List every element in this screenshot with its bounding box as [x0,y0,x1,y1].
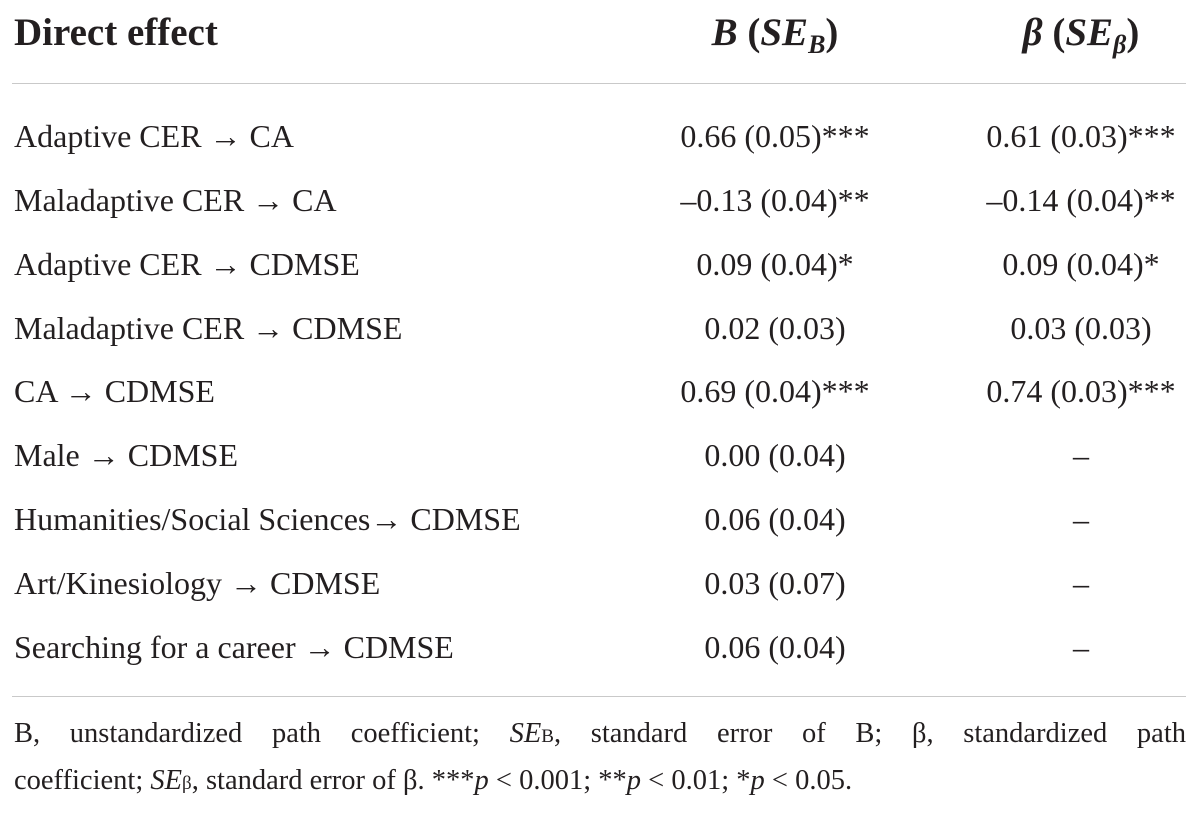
row-effect-label: Maladaptive CER → CA [14,182,337,218]
footnote-text: < 0.001; ** [488,765,627,796]
row-effect-label: Adaptive CER → CA [14,118,294,154]
header-b-symbol: B [711,11,738,54]
row-b-value: –0.13 (0.04)** [680,182,870,218]
footnote-text: < 0.05. [764,765,853,796]
footnote-se-label: SE [509,718,542,749]
header-b-se-label: SE [760,11,809,54]
table-row [0,104,1200,168]
row-b-value: 0.02 (0.03) [704,310,846,346]
row-beta-value: –0.14 (0.04)** [986,182,1176,218]
table-row [0,487,1200,551]
table-footnote [14,712,1186,806]
footnote-text: , standard error of β. *** [191,765,475,796]
footnote-line-2 [14,759,1186,806]
header-beta-symbol: β [1022,11,1043,54]
table-row [0,615,1200,679]
row-b-value: 0.69 (0.04)*** [680,373,870,409]
row-effect-label: Maladaptive CER → CDMSE [14,310,403,346]
table-row [0,232,1200,296]
row-beta-value: – [1073,501,1089,537]
footnote-se-label: SE [150,765,183,796]
row-beta-value: – [1073,629,1089,665]
row-beta-value: 0.74 (0.03)*** [986,373,1176,409]
row-effect-label: Humanities/Social Sciences→ CDMSE [14,501,521,537]
row-b-value: 0.06 (0.04) [704,629,846,665]
header-beta-paren-close: ) [1126,11,1140,54]
row-b-value: 0.09 (0.04)* [696,246,854,282]
row-effect-label: Searching for a career → CDMSE [14,629,454,665]
header-beta-paren-open: ( [1042,11,1066,54]
footnote-p-symbol: p [626,765,642,796]
footnote-line-1 [14,712,1186,759]
row-b-value: 0.00 (0.04) [704,437,846,473]
row-beta-value: 0.09 (0.04)* [1002,246,1160,282]
header-b-paren-close: ) [825,11,839,54]
table-row [0,296,1200,360]
table-row [0,551,1200,615]
footnote-text: < 0.01; * [641,765,751,796]
header-beta-se [946,8,1200,58]
footnote-se-subscript: β [182,773,192,794]
header-b-paren-open: ( [737,11,761,54]
row-b-value: 0.06 (0.04) [704,501,846,537]
table-row [0,423,1200,487]
row-beta-value: 0.61 (0.03)*** [986,118,1176,154]
footnote-text: B, unstandardized path coefficient; [14,718,510,749]
row-beta-value: 0.03 (0.03) [1010,310,1152,346]
footnote-se-subscript: B [541,726,554,747]
header-beta-se-label: SE [1065,11,1114,54]
footnote-text: coefficient; [14,765,151,796]
footnote-p-symbol: p [750,765,765,796]
header-divider [12,83,1186,84]
header-direct-effect: Direct effect [14,11,218,54]
row-effect-label: Art/Kinesiology → CDMSE [14,565,381,601]
footnote-p-symbol: p [474,765,489,796]
row-beta-value: – [1073,565,1089,601]
row-beta-value: – [1073,437,1089,473]
row-effect-label: CA → CDMSE [14,373,215,409]
header-b-subscript: B [808,30,826,59]
header-b-se [640,8,910,58]
row-effect-label: Adaptive CER → CDMSE [14,246,360,282]
table-row [0,168,1200,232]
row-b-value: 0.03 (0.07) [704,565,846,601]
table-row [0,359,1200,423]
header-beta-subscript: β [1113,30,1127,59]
row-b-value: 0.66 (0.05)*** [680,118,870,154]
table-bottom-divider [12,696,1186,697]
row-effect-label: Male → CDMSE [14,437,238,473]
footnote-text: , standard error of B; β, standardized path [553,718,1186,749]
